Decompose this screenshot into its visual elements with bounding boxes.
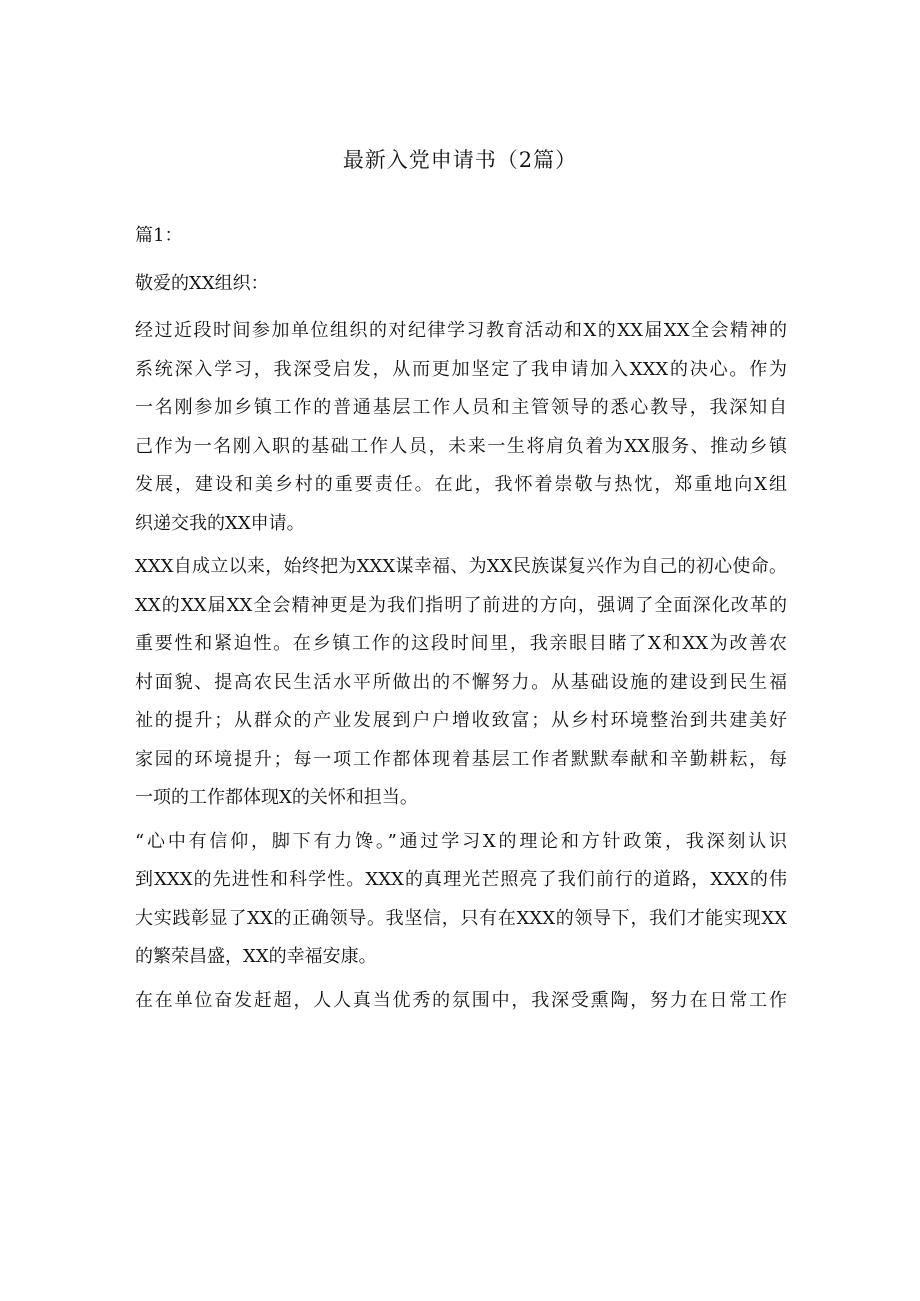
- text-line: XXX自成立以来，始终把为XXX谋幸福、为XX民族谋复兴作为自己的初心使命。: [135, 556, 787, 577]
- text-line: 家园的环境提升；每一项工作都体现着基层工作者默默奉献和辛勤耕耘，每: [135, 748, 787, 770]
- text-line: 大实践彰显了XX的正确领导。我坚信，只有在XXX的领导下，我们才能实现XX: [135, 907, 787, 929]
- paragraph-2: [135, 548, 787, 818]
- paragraph-3: [135, 823, 787, 977]
- text-line: 系统深入学习，我深受启发，从而更加坚定了我申请加入XXX的决心。作为: [135, 358, 787, 380]
- text-line: 祉的提升；从群众的产业发展到户户增收致富；从乡村环境整治到共建美好: [135, 710, 787, 731]
- paragraph-4: [135, 982, 787, 1021]
- text-line: 发展，建设和美乡村的重要责任。在此，我怀着崇敬与热忱，郑重地向X组: [135, 474, 787, 495]
- paragraph-1: [135, 312, 787, 543]
- text-line: 重要性和紧迫性。在乡镇工作的这段时间里，我亲眼目睹了X和XX为改善农: [135, 633, 787, 654]
- text-line: “心中有信仰，脚下有力馋。”通过学习X的理论和方针政策，我深刻认识: [135, 830, 787, 852]
- section-label: 篇1：: [135, 225, 183, 246]
- body-text: [135, 312, 787, 1025]
- salutation: 敬爱的XX组织：: [135, 273, 269, 294]
- text-line: 经过近段时间参加单位组织的对纪律学习教育活动和X的XX届XX全会精神的: [135, 320, 787, 341]
- text-line: 的繁荣昌盛，XX的幸福安康。: [135, 946, 377, 967]
- text-line: 一名刚参加乡镇工作的普通基层工作人员和主管领导的悉心教导，我深知自: [135, 397, 787, 418]
- text-line: 村面貌、提高农民生活水平所做出的不懈努力。从基础设施的建设到民生福: [135, 671, 787, 693]
- text-line: XX的XX届XX全会精神更是为我们指明了前进的方向，强调了全面深化改革的: [135, 594, 787, 616]
- text-line: 在在单位奋发赶超，人人真当优秀的氛围中，我深受熏陶，努力在日常工作: [135, 989, 787, 1011]
- text-line: 织递交我的XX申请。: [135, 512, 305, 534]
- text-line: 己作为一名刚入职的基础工作人员，未来一生将肩负着为XX服务、推动乡镇: [135, 435, 787, 457]
- document-title: 最新入党申请书（2篇）: [342, 148, 578, 172]
- text-line: 一项的工作都体现X的关怀和担当。: [135, 787, 418, 808]
- text-line: 到XXX的先进性和科学性。XXX的真理光芒照亮了我们前行的道路，XXX的伟: [135, 869, 787, 890]
